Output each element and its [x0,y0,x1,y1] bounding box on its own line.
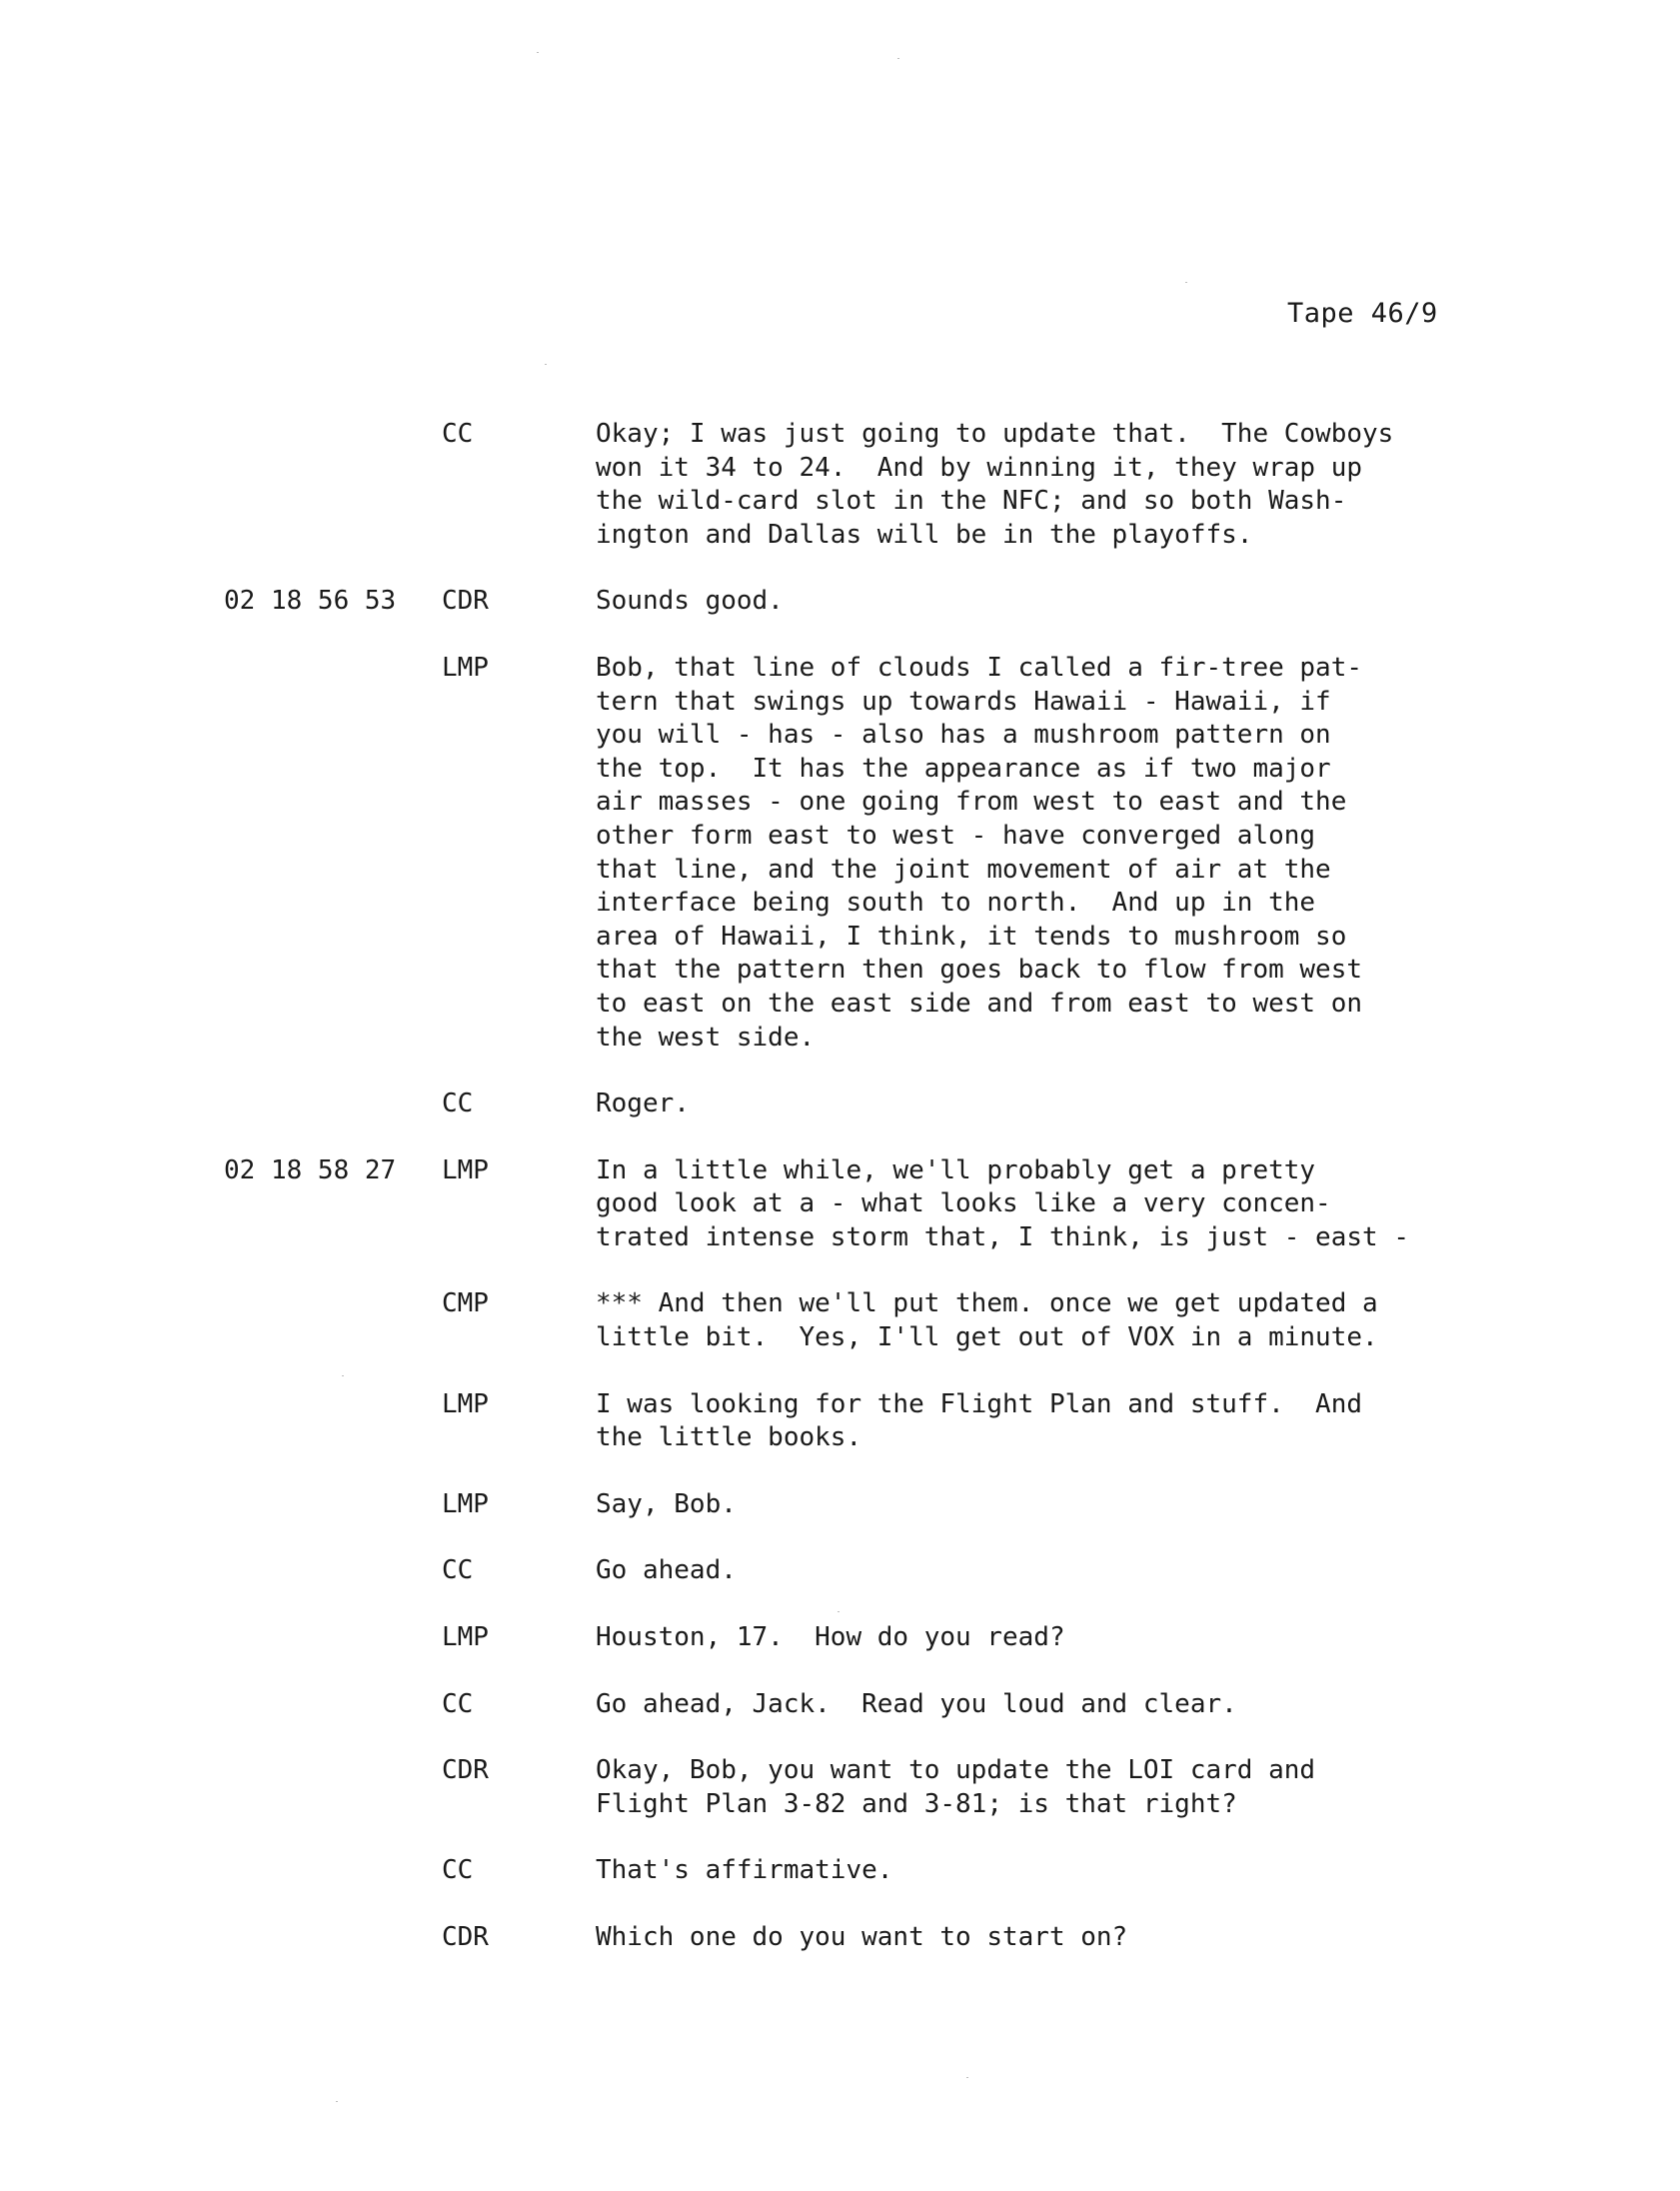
scan-speck [342,1375,344,1376]
scan-speck [537,52,539,53]
transcript-entry [224,1488,1483,1522]
transcript-entry [224,1688,1483,1722]
scan-speck [1185,282,1187,283]
utterance: Which one do you want to start on? [596,1922,1128,1952]
speaker: LMP [442,1488,489,1519]
transcript-entry [224,1921,1483,1955]
scan-speck [545,364,547,365]
utterance: Go ahead. [596,1555,737,1586]
speaker: CC [442,1688,474,1719]
scan-speck [897,58,899,59]
utterance: In a little while, we'll probably get a pretty good look at a - what looks like a very concen- trated intense storm that, I think, is just - east - [596,1154,1409,1252]
transcript-entry [224,585,1483,619]
timestamp: 02 18 56 53 [224,586,397,617]
transcript-entry [224,1388,1483,1455]
utterance: Okay; I was just going to update that. The Cowboys won it 34 to 24. And by winning it, they wrap up the wild-card slot in the NFC; and so both Wash- ington and Dallas will be in the playoffs. [596,419,1394,550]
utterance: Go ahead, Jack. Read you loud and clear. [596,1688,1237,1719]
transcript-entry [224,418,1483,552]
transcript-entry [224,1754,1483,1821]
transcript-entry [224,652,1483,1055]
transcript-entry [224,1088,1483,1121]
scan-speck [838,1611,840,1612]
speaker: CC [442,1089,474,1119]
transcript-entry [224,1154,1483,1255]
speaker: LMP [442,1622,489,1653]
utterance: That's affirmative. [596,1855,893,1886]
speaker: CDR [442,1922,489,1952]
speaker: CMP [442,1288,489,1319]
tape-label: Tape 46/9 [1287,298,1438,329]
transcript-entry [224,1621,1483,1655]
utterance: Bob, that line of clouds I called a fir-tree pat- tern that swings up towards Hawaii - Hawaii, if you will - has - also has a mushroom pattern on the top. It has the appearance as if two major air masses - one going from west to east and the other form east to west - have converged along that line, and the joint movement of air at the interface being south to north. And up in the area of Hawaii, I think, it tends to mushroom so that the pattern then goes back to flow from west to east on the east side and from east to west on the west side. [596,652,1363,1053]
transcript-entry [224,1554,1483,1588]
utterance: *** And then we'll put them. once we get updated a little bit. Yes, I'll get out of VOX in a minute. [596,1288,1378,1353]
utterance: Okay, Bob, you want to update the LOI card and Flight Plan 3-82 and 3-81; is that right? [596,1755,1316,1819]
scan-speck [336,2101,338,2102]
speaker: LMP [442,1388,489,1419]
transcript-entry [224,1287,1483,1354]
transcript [224,418,1483,1988]
utterance: I was looking for the Flight Plan and stuff. And the little books. [596,1388,1363,1453]
utterance: Say, Bob. [596,1488,737,1519]
speaker: CC [442,1555,474,1586]
speaker: LMP [442,652,489,683]
speaker: CC [442,419,474,449]
scan-speck [966,2077,968,2078]
speaker: LMP [442,1154,489,1185]
utterance: Houston, 17. How do you read? [596,1622,1065,1653]
speaker: CC [442,1855,474,1886]
transcript-entry [224,1854,1483,1888]
speaker: CDR [442,586,489,617]
utterance: Sounds good. [596,586,784,617]
utterance: Roger. [596,1089,690,1119]
speaker: CDR [442,1755,489,1786]
timestamp: 02 18 58 27 [224,1154,397,1185]
